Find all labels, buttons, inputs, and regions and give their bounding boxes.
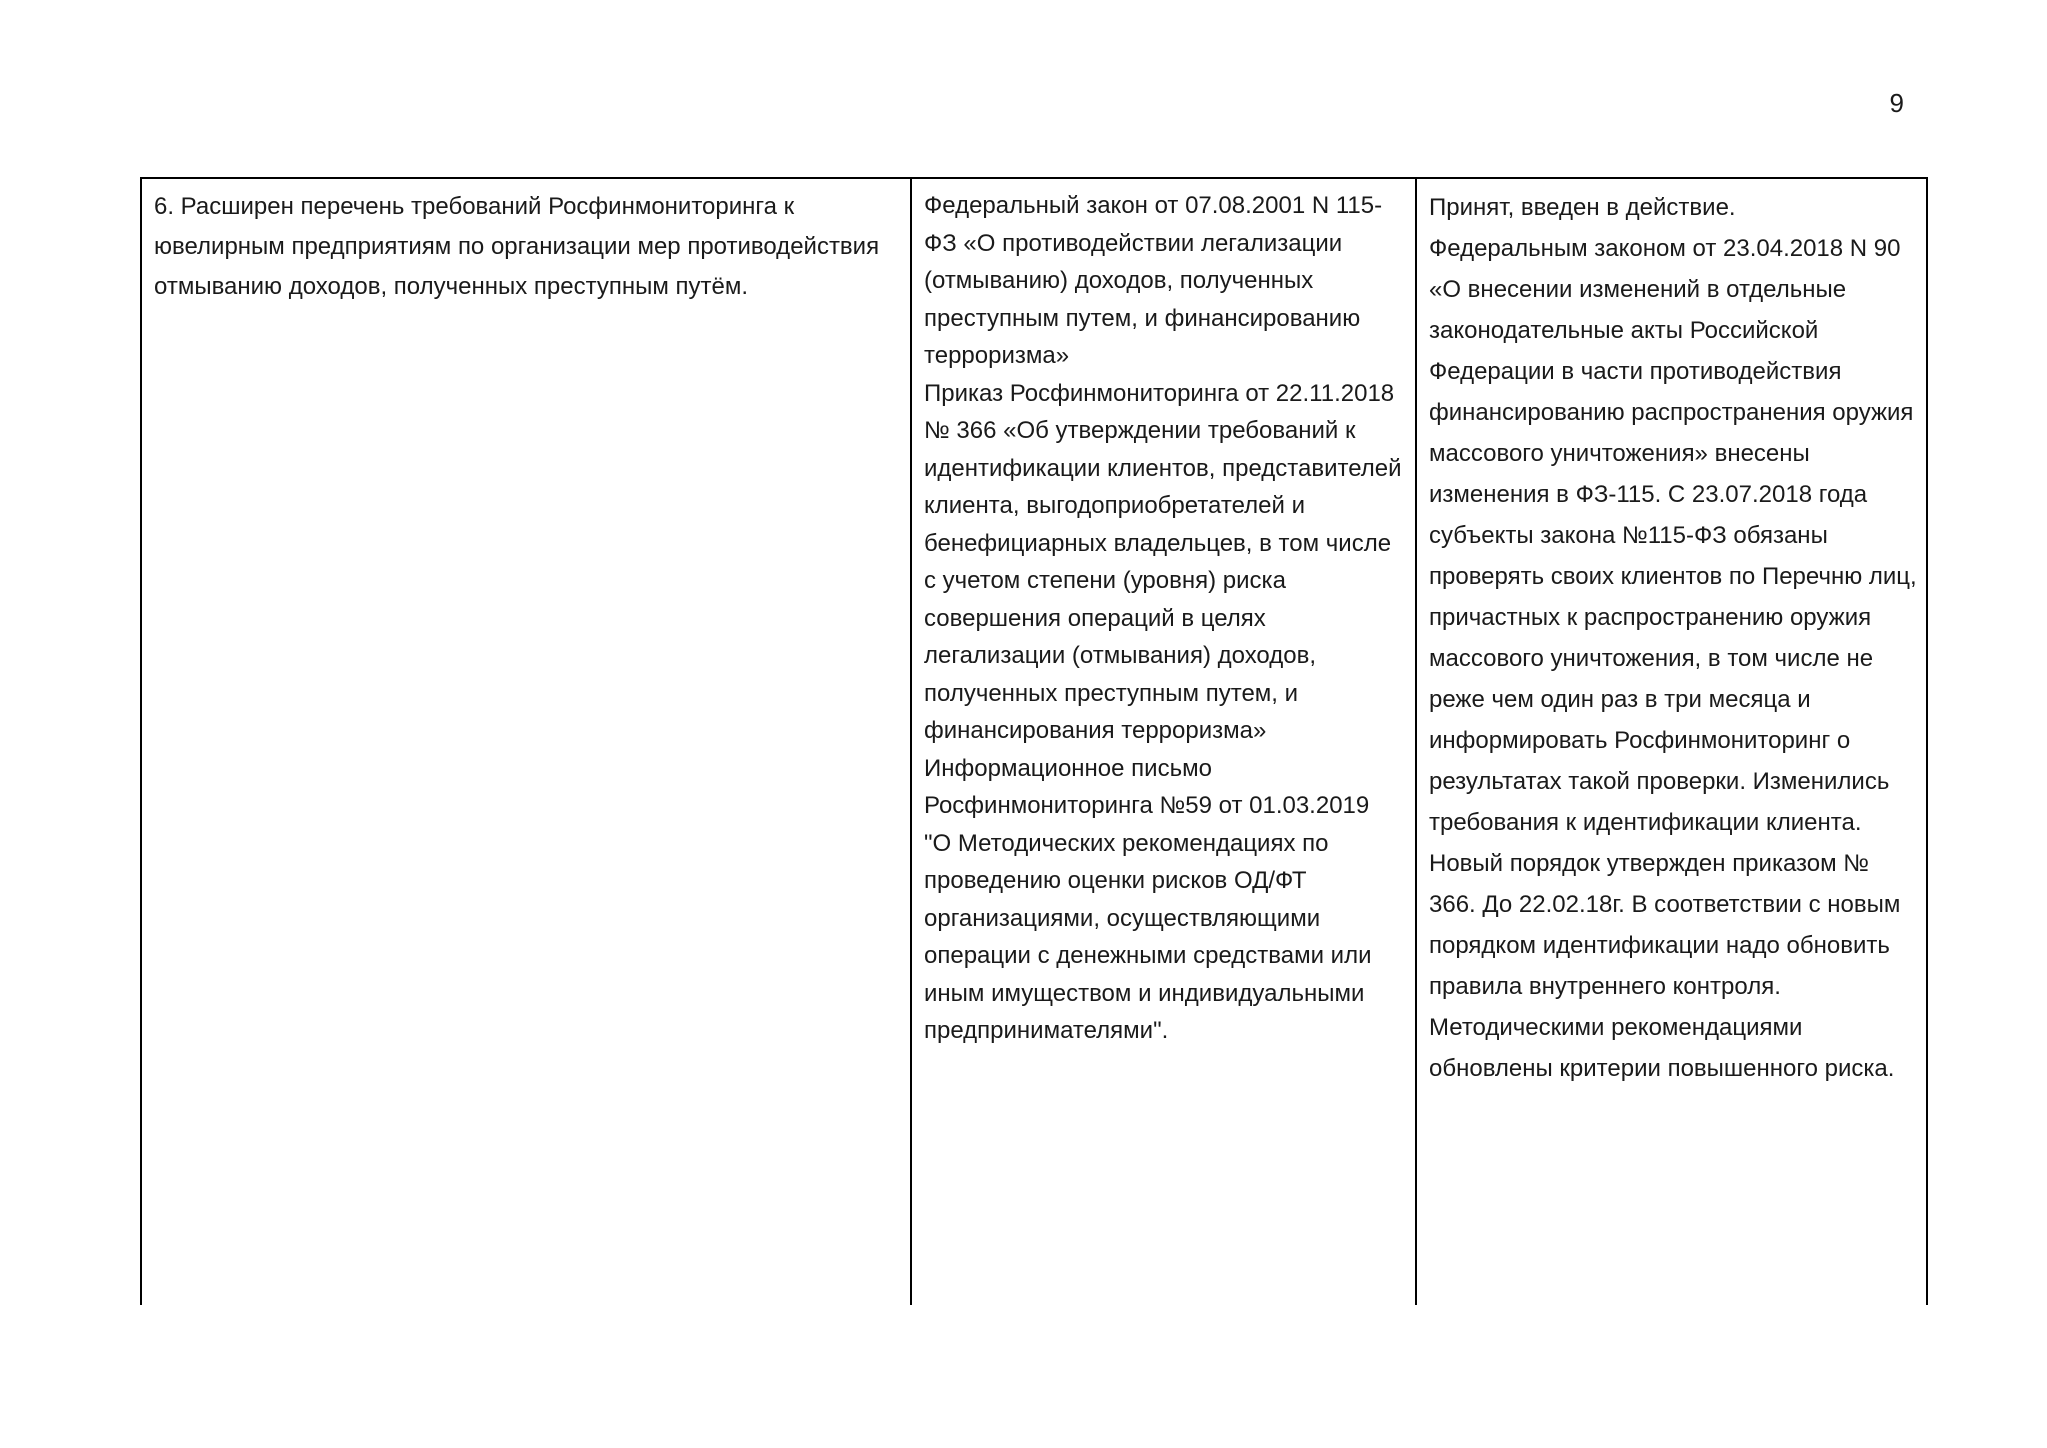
legal-act-federal-law: Федеральный закон от 07.08.2001 N 115-ФЗ «О противодействии легализации (отмыванию) доходов, полученных преступным путем, и финансированию терроризма» (924, 192, 1383, 369)
table-cell-status (1417, 179, 1928, 1305)
status-text (1429, 187, 1920, 1089)
legal-act-order-366: Приказ Росфинмониторинга от 22.11.2018 № 366 «Об утверждении требований к идентификации клиентов, представителей клиента, выгодоприобретателей и бенефициарных владельцев, в том числе с учетом степени (уровня) риска совершения операций в целях легализации (отмывания) доходов, полученных преступным путем, и финансирования терроризма» (924, 379, 1402, 744)
page-number: 9 (1889, 88, 1904, 118)
table-cell-legal-acts (912, 179, 1417, 1305)
document-table (140, 177, 1928, 1305)
table-cell-change (142, 179, 912, 1305)
legal-acts-text (924, 187, 1403, 1050)
legal-act-info-letter-59: Информационное письмо Росфинмониторинга №59 от 01.03.2019 "О Методических рекомендациях по проведению оценки рисков ОД/ФТ организациями, осуществляющими операции с денежными средствами или иным имуществом и индивидуальными предпринимателями". (924, 754, 1372, 1044)
status-adopted: Принят, введен в действие. (1429, 194, 1736, 221)
status-law-reference: Федеральным законом от 23.04.2018 N 90 (1429, 235, 1901, 262)
change-description: 6. Расширен перечень требований Росфинмониторинга к ювелирным предприятиям по организации мер противодействия отмыванию доходов, полученных преступным путём. (154, 193, 880, 300)
status-details: «О внесении изменений в отдельные законодательные акты Российской Федерации в части противодействия финансированию распространения оружия массового уничтожения» внесены изменения в ФЗ-115. С 23.07.2018 года субъекты закона №115-ФЗ обязаны проверять своих клиентов по Перечню лиц, причастных к распространению оружия массового уничтожения, в том числе не реже чем один раз в три месяца и информировать Росфинмониторинг о результатах такой проверки. Изменились требования к идентификации клиента. Новый порядок утвержден приказом № 366. До 22.02.18г. В соответствии с новым порядком идентификации надо обновить правила внутреннего контроля. Методическими рекомендациями обновлены критерии повышенного риска. (1429, 276, 1917, 1082)
